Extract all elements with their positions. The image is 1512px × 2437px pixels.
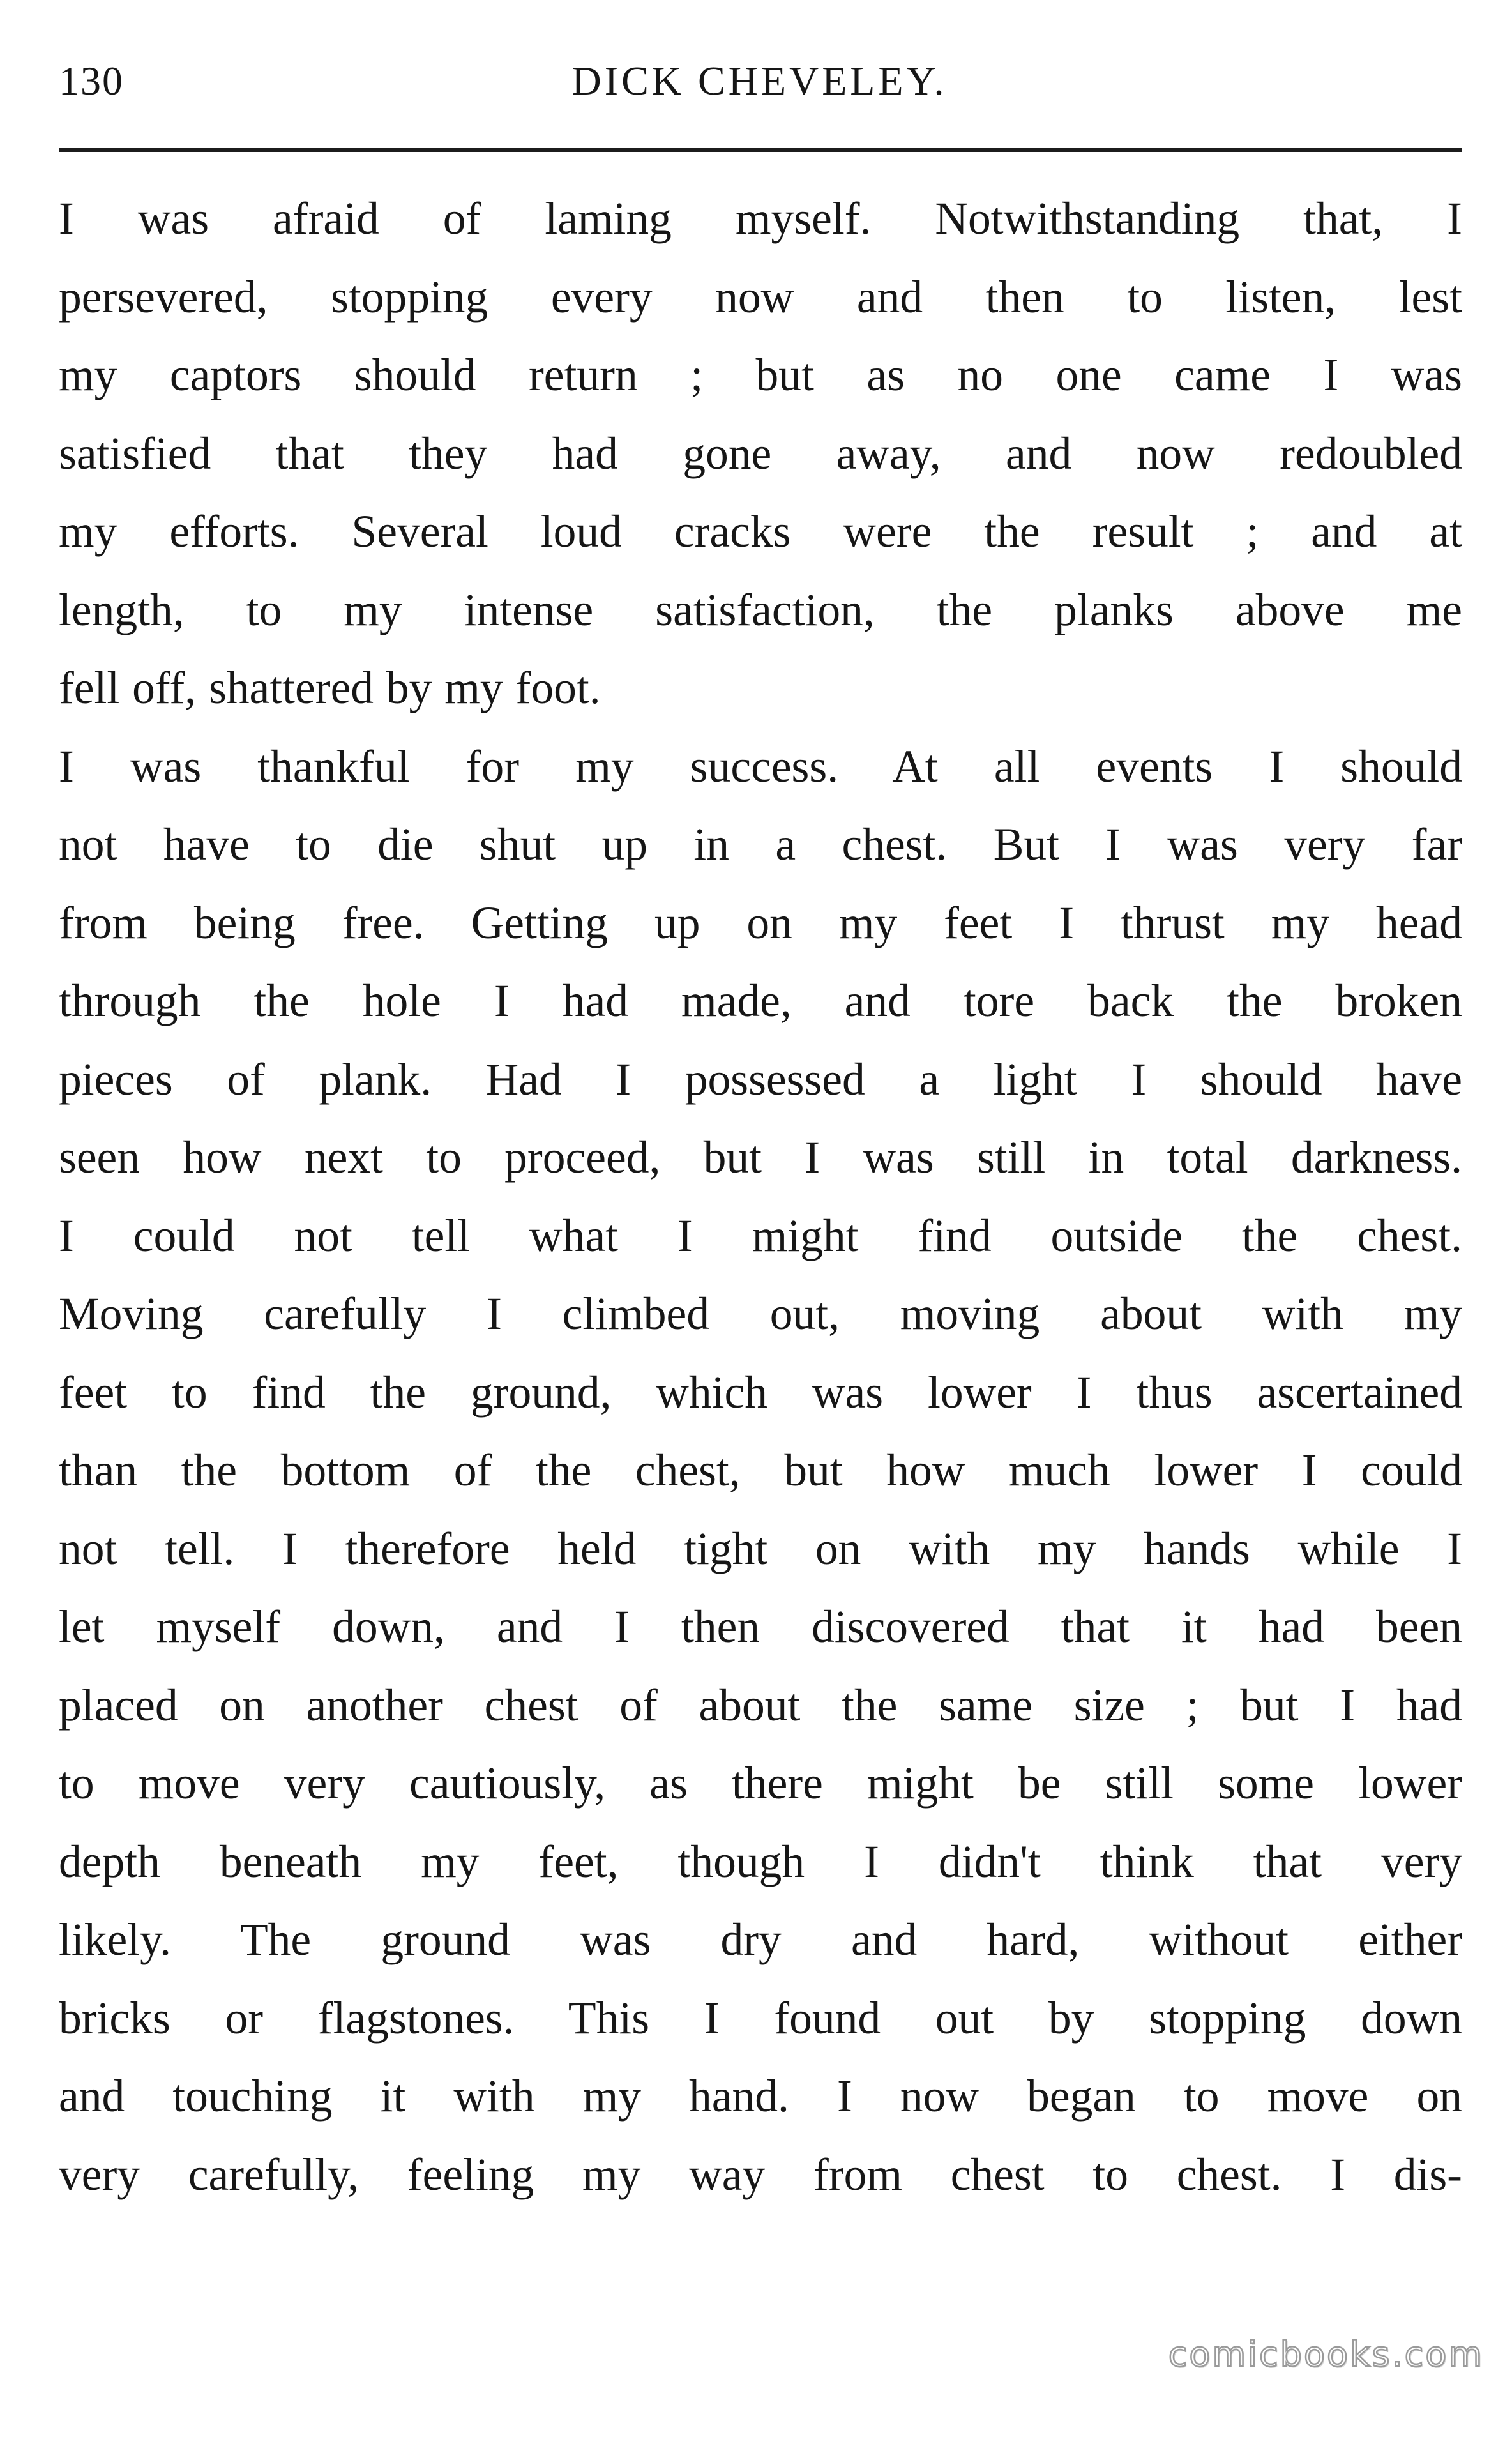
text-line: likely. The ground was dry and hard, without either — [59, 1915, 1462, 1965]
text-line: very carefully, feeling my way from chest to chest. I dis- — [59, 2149, 1462, 2200]
text-line: satisfied that they had gone away, and now redoubled — [59, 428, 1462, 479]
text-line: feet to find the ground, which was lower I thus ascertained — [59, 1367, 1462, 1418]
text-line: seen how next to proceed, but I was still in total darkness. — [59, 1132, 1462, 1183]
page-number: 130 — [59, 58, 124, 103]
text-line: depth beneath my feet, though I didn't think that very — [59, 1836, 1462, 1887]
text-line: placed on another chest of about the same size ; but I had — [59, 1680, 1462, 1731]
paragraph — [59, 180, 1462, 728]
text-line: Moving carefully I climbed out, moving about with my — [59, 1289, 1462, 1339]
text-line: my efforts. Several loud cracks were the result ; and at — [59, 506, 1462, 557]
running-head: DICK CHEVELEY. — [571, 58, 948, 103]
text-line: fell off, shattered by my foot. — [59, 663, 601, 713]
body-text — [59, 180, 1462, 2214]
text-line: pieces of plank. Had I possessed a light I should have — [59, 1054, 1462, 1105]
text-line: I could not tell what I might find outside the chest. — [59, 1210, 1462, 1261]
text-line: persevered, stopping every now and then to listen, lest — [59, 271, 1462, 323]
watermark: comicbooks.com — [1168, 2334, 1484, 2374]
text-line: my captors should return ; but as no one came I was — [59, 350, 1462, 400]
header-rule — [59, 148, 1462, 152]
text-line: bricks or flagstones. This I found out by stopping down — [59, 1993, 1462, 2044]
text-line: not tell. I therefore held tight on with my hands while I — [59, 1523, 1462, 1574]
text-line: I was thankful for my success. At all events I should — [59, 741, 1462, 792]
text-line: from being free. Getting up on my feet I thrust my head — [59, 897, 1462, 948]
text-line: through the hole I had made, and tore back the broken — [59, 976, 1462, 1026]
text-line: let myself down, and I then discovered that it had been — [59, 1602, 1462, 1652]
text-line: length, to my intense satisfaction, the planks above me — [59, 584, 1462, 635]
page-header — [59, 52, 1460, 110]
text-line: than the bottom of the chest, but how much lower I could — [59, 1445, 1462, 1496]
paragraph — [59, 728, 1462, 2215]
text-line: to move very cautiously, as there might be still some lower — [59, 1758, 1462, 1809]
text-line: I was afraid of laming myself. Notwithstanding that, I — [59, 194, 1462, 244]
text-line: and touching it with my hand. I now began to move on — [59, 2071, 1462, 2122]
text-line: not have to die shut up in a chest. But I was very far — [59, 819, 1462, 870]
